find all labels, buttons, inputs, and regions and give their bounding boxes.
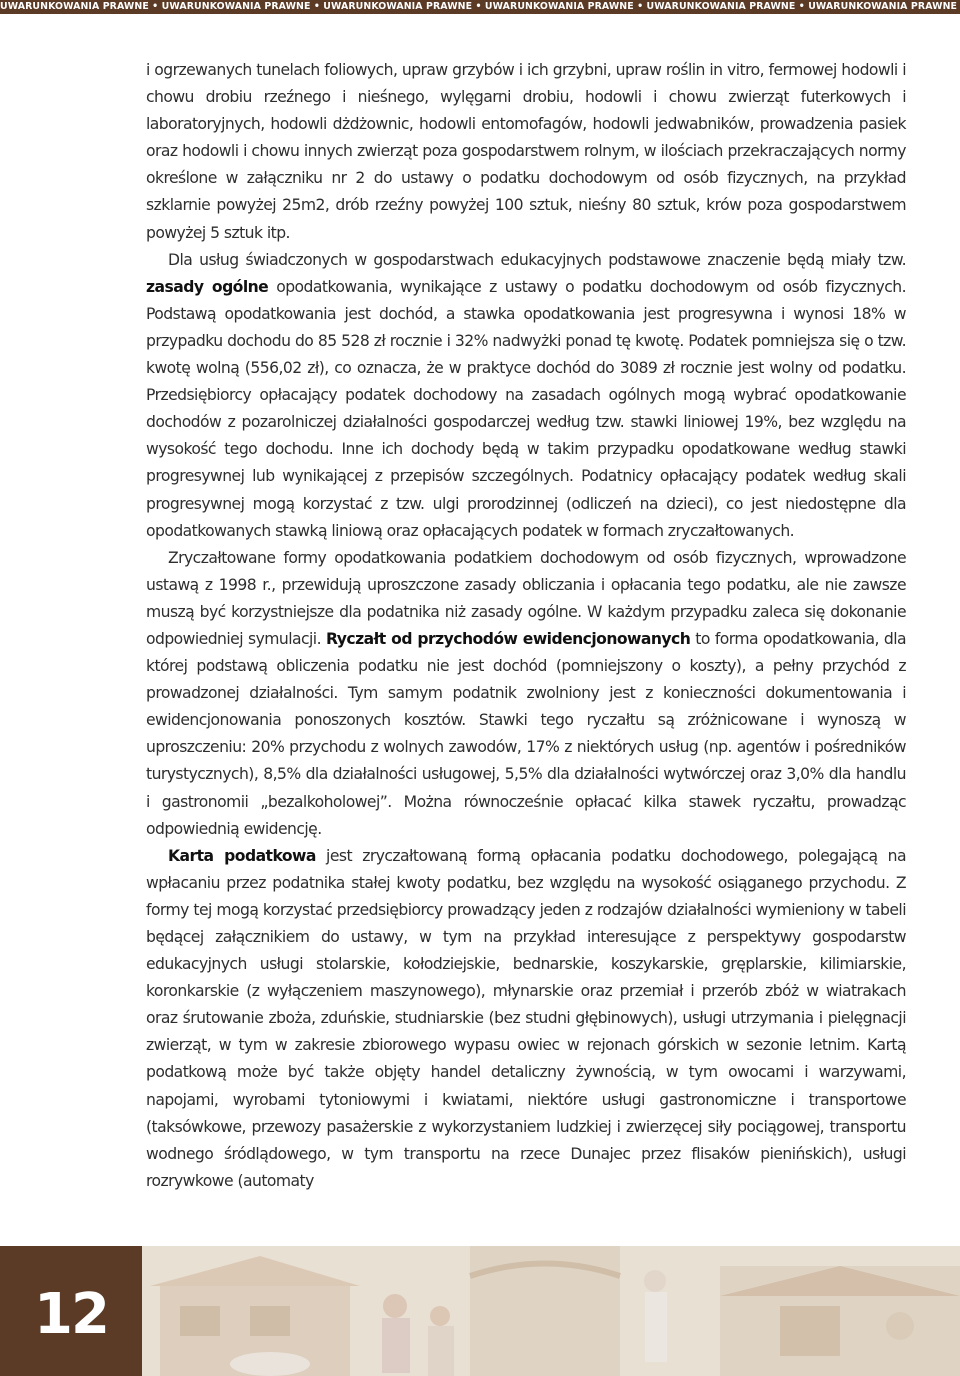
farm-scene-image [0, 1246, 960, 1376]
footer-photo-strip [0, 1246, 960, 1376]
paragraph-4-rest: jest zryczałtowaną formą opłacania podatku dochodowego, polegającą na wpłacaniu przez podatnika stałej kwoty podatku, bez względu na wysokość osiąganego przychodu. Z formy tej mogą korzystać przedsiębiorcy prowadzący jeden z rodzajów działalności wymieniony w tabeli będącej załącznikiem do ustawy, w tym na przykład interesujące z perspektywy gospodarstw edukacyjnych usługi stolarskie, kołodziejskie, bednarskie, koszykarskie, gręplarskie, kilimiarskie, koronkarskie (z wyłączeniem maszynowego), młynarskie oraz przemiał i przerób zbóż w wiatrakach oraz śrutowanie zboża, zduńskie, studniarskie (bez studni głębinowych), usługi utrzymania i pielęgnacji zwierząt, w tym w zakresie zbiorowego wypasu owiec w rejonach górskich w sezonie letnim. Kartą podatkową może być także objęty handel detaliczny żywnością, w tym owocami i warzywami, napojami, wyrobami tytoniowymi i kwiatami, niektóre usługi gastronomiczne i transportowe (taksówkowe, przewozy pasażerskie z wykorzystaniem ludzkiej i zwierzęcej siły pociągowej, transportu wodnego śródlądowego, w tym transportu na rzece Dunajec przez flisaków pienińskich), usługi rozrywkowe (automaty [146, 846, 907, 1190]
article-body [146, 57, 906, 1195]
paragraph-1: i ogrzewanych tunelach foliowych, upraw grzybów i ich grzybni, upraw roślin in vitro, fermowej hodowli i chowu drobiu rzeźnego i nieśnego, wylęgarni drobiu, hodowli i chowu zwierząt futerkowych i laboratoryjnych, hodowli dżdżownic, hodowli entomofagów, hodowli jedwabników, prowadzenia pasiek oraz hodowli i chowu innych zwierząt poza gospodarstwem rolnym, w ilościach przekraczających normy określone w załączniku nr 2 do ustawy o podatku dochodowym od osób fizycznych, na przykład szklarnie powyżej 25m2, drób rzeźny powyżej 100 sztuk, nieśny 80 sztuk, krów poza gospodarstwem powyżej 5 sztuk itp. [146, 61, 906, 242]
term-ryczalt: Ryczałt od przychodów ewidencjonowanych [326, 629, 691, 648]
paragraph-3-lead: Zryczałtowane formy opodatkowania podatkiem dochodowym od osób fizycznych, wprowadzone ustawą z 1998 r., przewidują uproszczone zasady obliczania i opłacania tego podatku, ale nie zawsze muszą być korzystniejsze dla podatnika niż zasady ogólne. W każdym przypadku zaleca się dokonanie odpowiedniej symulacji. [146, 548, 906, 648]
paragraph-4 [146, 843, 906, 1195]
section-header-band: UWARUNKOWANIA PRAWNE • UWARUNKOWANIA PRAWNE • UWARUNKOWANIA PRAWNE • UWARUNKOWANIA PRAWNE • UWARUNKOWANIA PRAWNE • UWARUNKOWANIA PRAWNE [0, 0, 960, 14]
term-zasady-ogolne: zasady ogólne [146, 277, 269, 296]
paragraph-3 [146, 545, 906, 843]
page-number: 12 [34, 1282, 108, 1347]
paragraph-2 [146, 247, 906, 545]
term-karta-podatkowa: Karta podatkowa [168, 846, 316, 865]
paragraph-2-lead: Dla usług świadczonych w gospodarstwach edukacyjnych podstawowe znaczenie będą miały tzw. [168, 250, 906, 269]
paragraph-3-rest: to forma opodatkowania, dla której podstawą obliczenia podatku nie jest dochód (pomniejszony o koszty), a pełny przychód z prowadzonej działalności. Tym samym podatnik zwolniony jest z konieczności dokumentowania i ewidencjonowania ponoszonych kosztów. Stawki tego ryczałtu są zróżnicowane i wynoszą w uproszczeniu: 20% przychodu z wolnych zawodów, 17% z niektórych usług (np. agentów i pośredników turystycznych), 8,5% dla działalności usługowej, 5,5% dla działalności wytwórczej oraz 3,0% dla handlu i gastronomii „bezalkoholowej”. Można równocześnie opłacać kilka stawek ryczałtu, prowadząc odpowiednią ewidencję. [146, 629, 906, 838]
paragraph-2-rest: opodatkowania, wynikające z ustawy o podatku dochodowym od osób fizycznych. Podstawą opodatkowania jest dochód, a stawka opodatkowania jest progresywna i wynosi 18% w przypadku dochodu do 85 528 zł rocznie i 32% nadwyżki ponad tę kwotę. Podatek pomniejsza się o tzw. kwotę wolną (556,02 zł), co oznacza, że w praktyce dochód do 3089 zł rocznie jest wolny od podatku. Przedsiębiorcy opłacający podatek dochodowy na zasadach ogólnych mogą wybrać opodatkowanie dochodów z pozarolniczej działalności gospodarczej według tzw. stawki liniowej 19%, bez względu na wysokość tego dochodu. Inne ich dochody będą w takim przypadku opodatkowane według stawki progresywnej lub wynikającej z przepisów szczególnych. Podatnicy opłacający podatek według skali progresywnej mogą korzystać z tzw. ulgi prorodzinnej (odliczeń na dzieci), co jest niedostępne dla opodatkowanych stawką liniową oraz opłacających podatek w formach zryczałtowanych. [146, 277, 906, 540]
